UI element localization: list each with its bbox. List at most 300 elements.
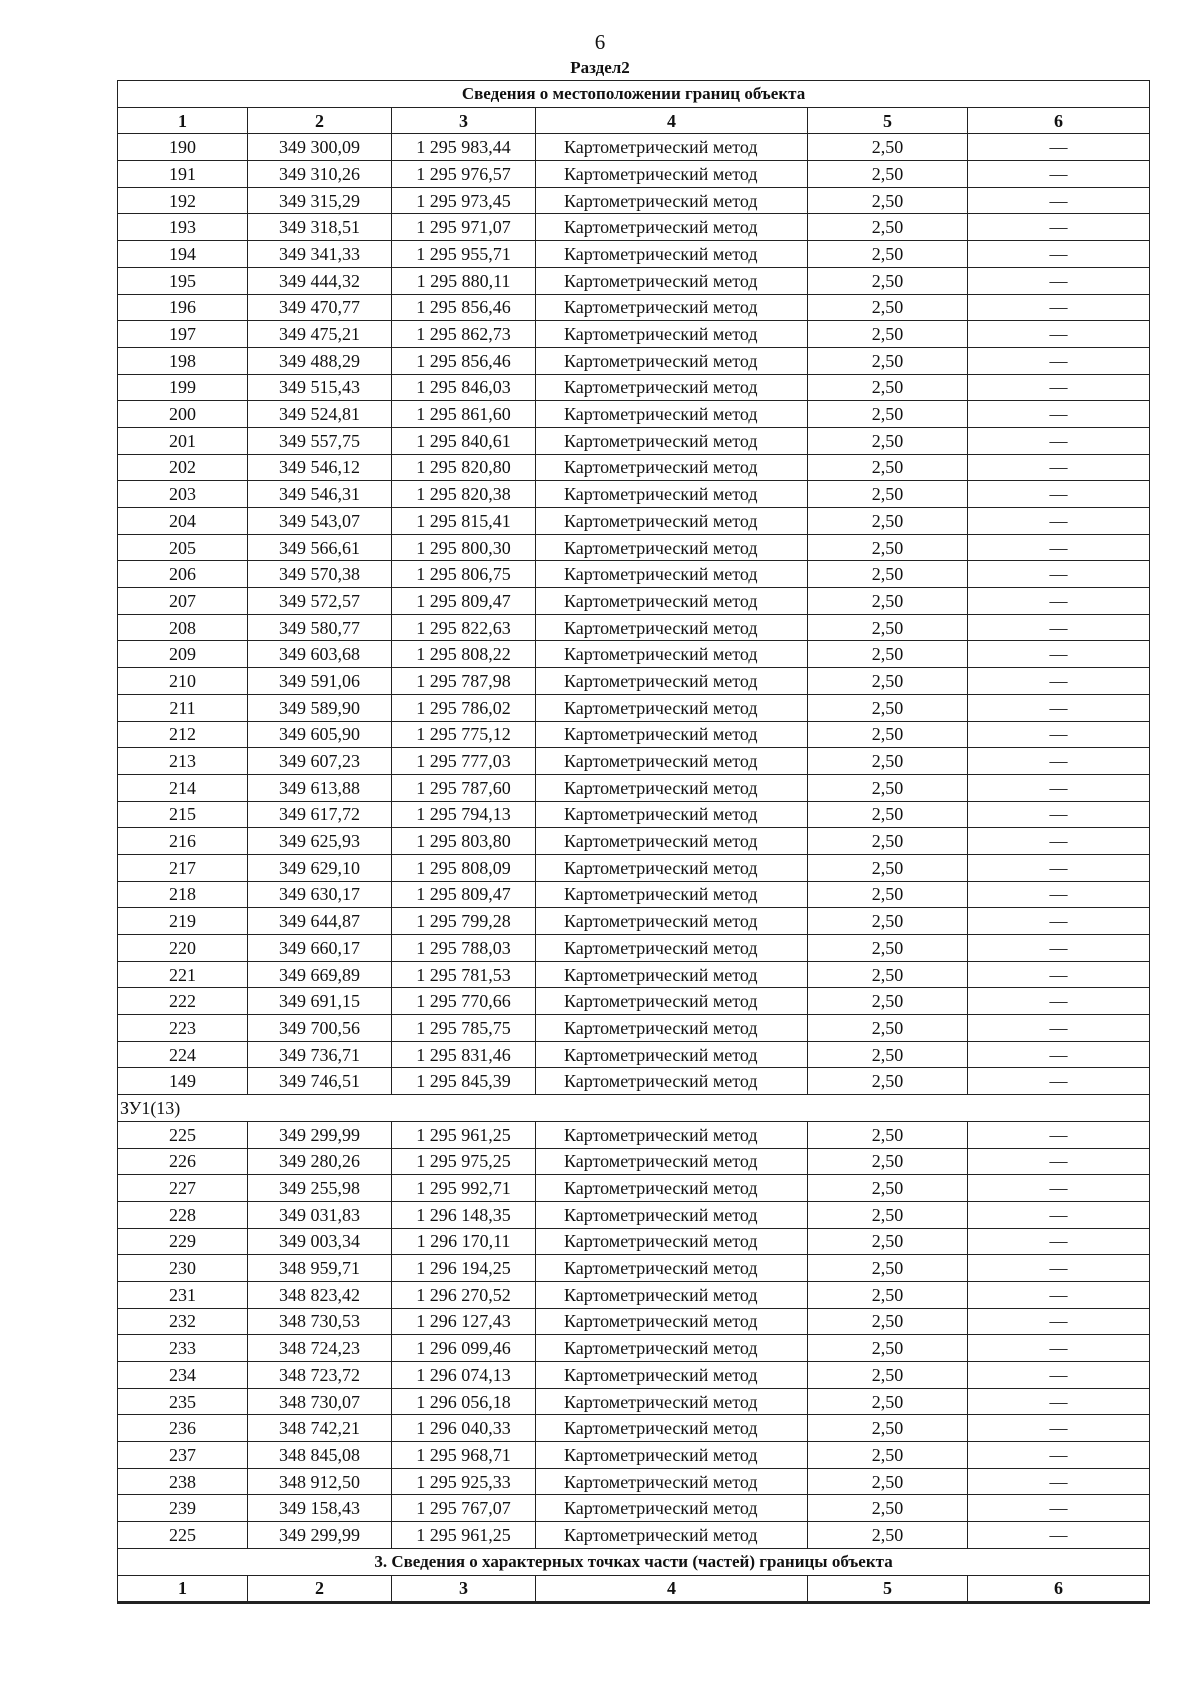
- point-number: 192: [118, 187, 248, 214]
- point-number: 237: [118, 1442, 248, 1469]
- coord-y: 1 295 800,30: [392, 534, 536, 561]
- method: Картометрический метод: [536, 1068, 808, 1095]
- description: —: [968, 1148, 1150, 1175]
- method: Картометрический метод: [536, 1335, 808, 1362]
- coord-x: 348 912,50: [248, 1468, 392, 1495]
- description: —: [968, 1415, 1150, 1442]
- point-number: 204: [118, 508, 248, 535]
- description: —: [968, 694, 1150, 721]
- coord-x: 348 723,72: [248, 1362, 392, 1389]
- description: —: [968, 668, 1150, 695]
- point-number: 195: [118, 267, 248, 294]
- description: —: [968, 774, 1150, 801]
- description: —: [968, 401, 1150, 428]
- coord-x: 349 341,33: [248, 241, 392, 268]
- column-header: 3: [392, 107, 536, 134]
- table-row: [118, 721, 1150, 748]
- coord-x: 349 629,10: [248, 854, 392, 881]
- coord-y: 1 295 992,71: [392, 1175, 536, 1202]
- description: —: [968, 374, 1150, 401]
- method: Картометрический метод: [536, 534, 808, 561]
- precision: 2,50: [808, 1308, 968, 1335]
- precision: 2,50: [808, 1148, 968, 1175]
- description: —: [968, 161, 1150, 188]
- table-row: [118, 1468, 1150, 1495]
- precision: 2,50: [808, 1388, 968, 1415]
- method: Картометрический метод: [536, 427, 808, 454]
- coord-x: 349 630,17: [248, 881, 392, 908]
- precision: 2,50: [808, 908, 968, 935]
- description: —: [968, 588, 1150, 615]
- description: —: [968, 801, 1150, 828]
- coord-y: 1 295 806,75: [392, 561, 536, 588]
- precision: 2,50: [808, 481, 968, 508]
- point-number: 224: [118, 1041, 248, 1068]
- method: Картометрический метод: [536, 1468, 808, 1495]
- coord-y: 1 295 820,80: [392, 454, 536, 481]
- coord-x: 349 524,81: [248, 401, 392, 428]
- table-row: [118, 1068, 1150, 1095]
- table-row: [118, 668, 1150, 695]
- method: Картометрический метод: [536, 1388, 808, 1415]
- precision: 2,50: [808, 161, 968, 188]
- point-number: 206: [118, 561, 248, 588]
- column-header: 6: [968, 1575, 1150, 1603]
- method: Картометрический метод: [536, 1175, 808, 1202]
- point-number: 211: [118, 694, 248, 721]
- table-row: [118, 481, 1150, 508]
- column-header: 3: [392, 1575, 536, 1603]
- coord-x: 349 644,87: [248, 908, 392, 935]
- description: —: [968, 961, 1150, 988]
- description: —: [968, 1041, 1150, 1068]
- precision: 2,50: [808, 187, 968, 214]
- point-number: 230: [118, 1255, 248, 1282]
- precision: 2,50: [808, 1015, 968, 1042]
- table-row: [118, 321, 1150, 348]
- point-number: 207: [118, 588, 248, 615]
- precision: 2,50: [808, 1442, 968, 1469]
- table-row: [118, 161, 1150, 188]
- precision: 2,50: [808, 1335, 968, 1362]
- method: Картометрический метод: [536, 561, 808, 588]
- point-number: 227: [118, 1175, 248, 1202]
- point-number: 238: [118, 1468, 248, 1495]
- coord-y: 1 295 955,71: [392, 241, 536, 268]
- method: Картометрический метод: [536, 1308, 808, 1335]
- description: —: [968, 1228, 1150, 1255]
- description: —: [968, 1468, 1150, 1495]
- table-row: [118, 1362, 1150, 1389]
- coord-y: 1 295 794,13: [392, 801, 536, 828]
- coord-y: 1 295 925,33: [392, 1468, 536, 1495]
- table-row: [118, 1415, 1150, 1442]
- precision: 2,50: [808, 1281, 968, 1308]
- coord-y: 1 295 961,25: [392, 1522, 536, 1549]
- column-header: 5: [808, 1575, 968, 1603]
- precision: 2,50: [808, 961, 968, 988]
- coord-y: 1 295 770,66: [392, 988, 536, 1015]
- point-number: 205: [118, 534, 248, 561]
- coord-x: 349 625,93: [248, 828, 392, 855]
- coord-y: 1 295 861,60: [392, 401, 536, 428]
- coord-x: 349 546,31: [248, 481, 392, 508]
- precision: 2,50: [808, 1121, 968, 1148]
- table-row: [118, 748, 1150, 775]
- coord-x: 348 845,08: [248, 1442, 392, 1469]
- coord-y: 1 295 840,61: [392, 427, 536, 454]
- method: Картометрический метод: [536, 1148, 808, 1175]
- point-number: 221: [118, 961, 248, 988]
- description: —: [968, 935, 1150, 962]
- point-number: 210: [118, 668, 248, 695]
- table-row: [118, 561, 1150, 588]
- coord-y: 1 295 767,07: [392, 1495, 536, 1522]
- table-row: [118, 241, 1150, 268]
- coord-y: 1 295 880,11: [392, 267, 536, 294]
- precision: 2,50: [808, 988, 968, 1015]
- table-row: [118, 1442, 1150, 1469]
- coord-x: 348 730,07: [248, 1388, 392, 1415]
- precision: 2,50: [808, 1175, 968, 1202]
- coord-x: 349 613,88: [248, 774, 392, 801]
- coord-y: 1 295 803,80: [392, 828, 536, 855]
- precision: 2,50: [808, 801, 968, 828]
- method: Картометрический метод: [536, 828, 808, 855]
- description: —: [968, 267, 1150, 294]
- table-row: [118, 347, 1150, 374]
- method: Картометрический метод: [536, 1041, 808, 1068]
- precision: 2,50: [808, 1468, 968, 1495]
- section3-caption-row: [118, 1548, 1150, 1575]
- coord-x: 349 315,29: [248, 187, 392, 214]
- table-row: [118, 427, 1150, 454]
- method: Картометрический метод: [536, 881, 808, 908]
- point-number: 209: [118, 641, 248, 668]
- precision: 2,50: [808, 241, 968, 268]
- description: —: [968, 214, 1150, 241]
- point-number: 191: [118, 161, 248, 188]
- point-number: 193: [118, 214, 248, 241]
- section3-title: 3. Сведения о характерных точках части (частей) границы объекта: [118, 1548, 1150, 1575]
- coord-y: 1 295 785,75: [392, 1015, 536, 1042]
- table-row: [118, 694, 1150, 721]
- table-row: [118, 1388, 1150, 1415]
- point-number: 239: [118, 1495, 248, 1522]
- table-row: [118, 508, 1150, 535]
- column-header: 4: [536, 1575, 808, 1603]
- description: —: [968, 1175, 1150, 1202]
- point-number: 196: [118, 294, 248, 321]
- table-row: [118, 588, 1150, 615]
- description: —: [968, 1015, 1150, 1042]
- table-row: [118, 641, 1150, 668]
- table-row: [118, 214, 1150, 241]
- precision: 2,50: [808, 1362, 968, 1389]
- column-header: 5: [808, 107, 968, 134]
- table-row: [118, 801, 1150, 828]
- description: —: [968, 1335, 1150, 1362]
- description: —: [968, 1362, 1150, 1389]
- table-row: [118, 1015, 1150, 1042]
- coord-y: 1 295 831,46: [392, 1041, 536, 1068]
- precision: 2,50: [808, 935, 968, 962]
- point-number: 229: [118, 1228, 248, 1255]
- coord-x: 349 617,72: [248, 801, 392, 828]
- point-number: 236: [118, 1415, 248, 1442]
- column-header: 1: [118, 1575, 248, 1603]
- precision: 2,50: [808, 1495, 968, 1522]
- description: —: [968, 294, 1150, 321]
- coord-y: 1 295 781,53: [392, 961, 536, 988]
- coord-x: 349 255,98: [248, 1175, 392, 1202]
- point-number: 218: [118, 881, 248, 908]
- method: Картометрический метод: [536, 508, 808, 535]
- precision: 2,50: [808, 294, 968, 321]
- method: Картометрический метод: [536, 721, 808, 748]
- table-row: [118, 881, 1150, 908]
- method: Картометрический метод: [536, 641, 808, 668]
- group-row: [118, 1095, 1150, 1122]
- description: —: [968, 908, 1150, 935]
- table-row: [118, 988, 1150, 1015]
- coord-y: 1 295 787,98: [392, 668, 536, 695]
- table-row: [118, 1495, 1150, 1522]
- table-row: [118, 134, 1150, 161]
- method: Картометрический метод: [536, 374, 808, 401]
- coord-y: 1 296 194,25: [392, 1255, 536, 1282]
- table-row: [118, 774, 1150, 801]
- precision: 2,50: [808, 401, 968, 428]
- coord-x: 349 607,23: [248, 748, 392, 775]
- point-number: 216: [118, 828, 248, 855]
- precision: 2,50: [808, 641, 968, 668]
- point-number: 217: [118, 854, 248, 881]
- column-header: 1: [118, 107, 248, 134]
- table-row: [118, 614, 1150, 641]
- description: —: [968, 561, 1150, 588]
- description: —: [968, 988, 1150, 1015]
- point-number: 226: [118, 1148, 248, 1175]
- coord-x: 349 003,34: [248, 1228, 392, 1255]
- method: Картометрический метод: [536, 961, 808, 988]
- description: —: [968, 1495, 1150, 1522]
- method: Картометрический метод: [536, 1015, 808, 1042]
- coord-y: 1 296 170,11: [392, 1228, 536, 1255]
- coord-y: 1 295 777,03: [392, 748, 536, 775]
- coord-x: 349 589,90: [248, 694, 392, 721]
- table-row: [118, 828, 1150, 855]
- description: —: [968, 1201, 1150, 1228]
- table-row: [118, 294, 1150, 321]
- coord-y: 1 295 961,25: [392, 1121, 536, 1148]
- method: Картометрический метод: [536, 854, 808, 881]
- precision: 2,50: [808, 1041, 968, 1068]
- description: —: [968, 828, 1150, 855]
- description: —: [968, 641, 1150, 668]
- coord-y: 1 295 862,73: [392, 321, 536, 348]
- coord-y: 1 295 809,47: [392, 881, 536, 908]
- section3-header-row: [118, 1575, 1150, 1603]
- description: —: [968, 1281, 1150, 1308]
- table-row: [118, 908, 1150, 935]
- coord-x: 349 158,43: [248, 1495, 392, 1522]
- point-number: 194: [118, 241, 248, 268]
- point-number: 223: [118, 1015, 248, 1042]
- coord-x: 349 603,68: [248, 641, 392, 668]
- precision: 2,50: [808, 454, 968, 481]
- precision: 2,50: [808, 1201, 968, 1228]
- coord-y: 1 296 270,52: [392, 1281, 536, 1308]
- precision: 2,50: [808, 321, 968, 348]
- coord-x: 349 543,07: [248, 508, 392, 535]
- description: —: [968, 1388, 1150, 1415]
- precision: 2,50: [808, 561, 968, 588]
- description: —: [968, 134, 1150, 161]
- description: —: [968, 347, 1150, 374]
- coord-x: 349 031,83: [248, 1201, 392, 1228]
- coord-x: 349 488,29: [248, 347, 392, 374]
- method: Картометрический метод: [536, 908, 808, 935]
- coord-x: 348 742,21: [248, 1415, 392, 1442]
- point-number: 199: [118, 374, 248, 401]
- coord-x: 349 566,61: [248, 534, 392, 561]
- description: —: [968, 721, 1150, 748]
- method: Картометрический метод: [536, 801, 808, 828]
- point-number: 232: [118, 1308, 248, 1335]
- coord-x: 349 299,99: [248, 1522, 392, 1549]
- coord-y: 1 295 787,60: [392, 774, 536, 801]
- point-number: 190: [118, 134, 248, 161]
- column-header: 4: [536, 107, 808, 134]
- precision: 2,50: [808, 347, 968, 374]
- point-number: 225: [118, 1522, 248, 1549]
- column-header: 2: [248, 107, 392, 134]
- coord-x: 349 572,57: [248, 588, 392, 615]
- coord-x: 349 280,26: [248, 1148, 392, 1175]
- precision: 2,50: [808, 534, 968, 561]
- description: —: [968, 614, 1150, 641]
- table-row: [118, 374, 1150, 401]
- precision: 2,50: [808, 854, 968, 881]
- coord-x: 349 557,75: [248, 427, 392, 454]
- method: Картометрический метод: [536, 774, 808, 801]
- coord-y: 1 295 846,03: [392, 374, 536, 401]
- point-number: 225: [118, 1121, 248, 1148]
- coord-y: 1 295 856,46: [392, 347, 536, 374]
- coord-y: 1 295 809,47: [392, 588, 536, 615]
- precision: 2,50: [808, 1415, 968, 1442]
- table-row: [118, 187, 1150, 214]
- coord-y: 1 295 976,57: [392, 161, 536, 188]
- point-number: 203: [118, 481, 248, 508]
- method: Картометрический метод: [536, 1522, 808, 1549]
- point-number: 219: [118, 908, 248, 935]
- description: —: [968, 321, 1150, 348]
- table-row: [118, 1228, 1150, 1255]
- coord-x: 349 515,43: [248, 374, 392, 401]
- method: Картометрический метод: [536, 401, 808, 428]
- precision: 2,50: [808, 774, 968, 801]
- description: —: [968, 1068, 1150, 1095]
- coord-y: 1 295 788,03: [392, 935, 536, 962]
- coord-y: 1 296 056,18: [392, 1388, 536, 1415]
- table-row: [118, 1148, 1150, 1175]
- point-number: 231: [118, 1281, 248, 1308]
- table-caption-row: [118, 81, 1150, 108]
- table-row: [118, 854, 1150, 881]
- coord-y: 1 295 968,71: [392, 1442, 536, 1469]
- table-row: [118, 1041, 1150, 1068]
- method: Картометрический метод: [536, 1255, 808, 1282]
- precision: 2,50: [808, 748, 968, 775]
- method: Картометрический метод: [536, 614, 808, 641]
- method: Картометрический метод: [536, 988, 808, 1015]
- method: Картометрический метод: [536, 187, 808, 214]
- point-number: 201: [118, 427, 248, 454]
- method: Картометрический метод: [536, 241, 808, 268]
- coord-y: 1 295 799,28: [392, 908, 536, 935]
- table-row: [118, 935, 1150, 962]
- column-header: 6: [968, 107, 1150, 134]
- coord-y: 1 295 815,41: [392, 508, 536, 535]
- precision: 2,50: [808, 374, 968, 401]
- table-row: [118, 534, 1150, 561]
- column-header-row: [118, 107, 1150, 134]
- precision: 2,50: [808, 694, 968, 721]
- coord-y: 1 295 983,44: [392, 134, 536, 161]
- precision: 2,50: [808, 427, 968, 454]
- coord-y: 1 295 822,63: [392, 614, 536, 641]
- coord-x: 349 700,56: [248, 1015, 392, 1042]
- point-number: 200: [118, 401, 248, 428]
- coord-x: 348 724,23: [248, 1335, 392, 1362]
- point-number: 197: [118, 321, 248, 348]
- description: —: [968, 481, 1150, 508]
- coord-x: 349 475,21: [248, 321, 392, 348]
- method: Картометрический метод: [536, 214, 808, 241]
- method: Картометрический метод: [536, 588, 808, 615]
- coord-y: 1 295 856,46: [392, 294, 536, 321]
- description: —: [968, 854, 1150, 881]
- coord-x: 348 730,53: [248, 1308, 392, 1335]
- table-row: [118, 1281, 1150, 1308]
- method: Картометрический метод: [536, 1415, 808, 1442]
- description: —: [968, 427, 1150, 454]
- precision: 2,50: [808, 1522, 968, 1549]
- point-number: 222: [118, 988, 248, 1015]
- description: —: [968, 508, 1150, 535]
- point-number: 234: [118, 1362, 248, 1389]
- method: Картометрический метод: [536, 134, 808, 161]
- method: Картометрический метод: [536, 1495, 808, 1522]
- coord-y: 1 295 775,12: [392, 721, 536, 748]
- table-row: [118, 454, 1150, 481]
- table-row: [118, 1121, 1150, 1148]
- precision: 2,50: [808, 1255, 968, 1282]
- method: Картометрический метод: [536, 481, 808, 508]
- table-row: [118, 1308, 1150, 1335]
- precision: 2,50: [808, 588, 968, 615]
- column-header: 2: [248, 1575, 392, 1603]
- table-row: [118, 961, 1150, 988]
- coord-y: 1 295 971,07: [392, 214, 536, 241]
- description: —: [968, 1308, 1150, 1335]
- coord-y: 1 295 808,22: [392, 641, 536, 668]
- precision: 2,50: [808, 267, 968, 294]
- point-number: 228: [118, 1201, 248, 1228]
- coord-x: 349 746,51: [248, 1068, 392, 1095]
